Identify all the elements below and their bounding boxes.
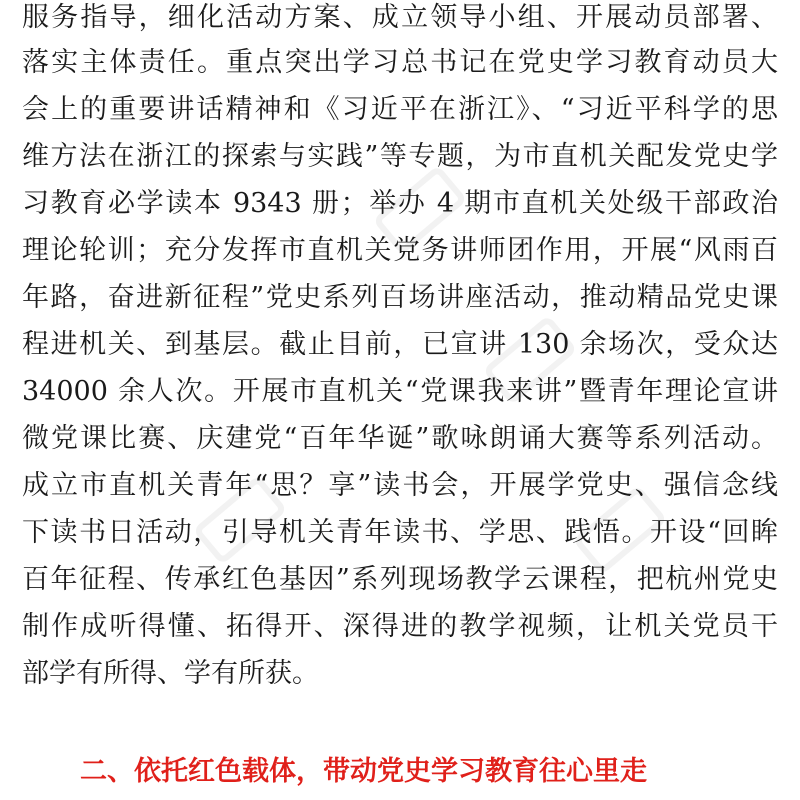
body-line: 制作成听得懂、拓得开、深得进的教学视频，让机关党员干 bbox=[22, 611, 778, 642]
body-line: 维方法在浙江的探索与实践”等专题，为市直机关配发党史学 bbox=[22, 141, 778, 172]
body-line: 程进机关、到基层。截止目前，已宣讲 130 余场次，受众达 bbox=[22, 329, 778, 360]
section-heading: 二、依托红色载体，带动党史学习教育往心里走 bbox=[80, 756, 647, 787]
body-line: 34000 余人次。开展市直机关“党课我来讲”暨青年理论宣讲 bbox=[22, 376, 778, 407]
body-line: 年路，奋进新征程”党史系列百场讲座活动，推动精品党史课 bbox=[22, 282, 778, 313]
body-line: 微党课比赛、庆建党“百年华诞”歌咏朗诵大赛等系列活动。 bbox=[22, 423, 778, 454]
body-line: 成立市直机关青年“思？享”读书会，开展学党史、强信念线 bbox=[22, 470, 778, 501]
body-line: 落实主体责任。重点突出学习总书记在党史学习教育动员大 bbox=[22, 47, 778, 78]
body-line: 百年征程、传承红色基因”系列现场教学云课程，把杭州党史 bbox=[22, 564, 778, 595]
body-line: 习教育必学读本 9343 册；举办 4 期市直机关处级干部政治 bbox=[22, 188, 778, 219]
body-line: 会上的重要讲话精神和《习近平在浙江》、“习近平科学的思 bbox=[22, 94, 778, 125]
body-line: 服务指导，细化活动方案、成立领导小组、开展动员部署、 bbox=[22, 2, 778, 33]
body-line: 理论轮训；充分发挥市直机关党务讲师团作用，开展“风雨百 bbox=[22, 235, 778, 266]
body-line: 部学有所得、学有所获。 bbox=[22, 658, 319, 689]
body-line: 下读书日活动，引导机关青年读书、学思、践悟。开设“回眸 bbox=[22, 517, 778, 548]
